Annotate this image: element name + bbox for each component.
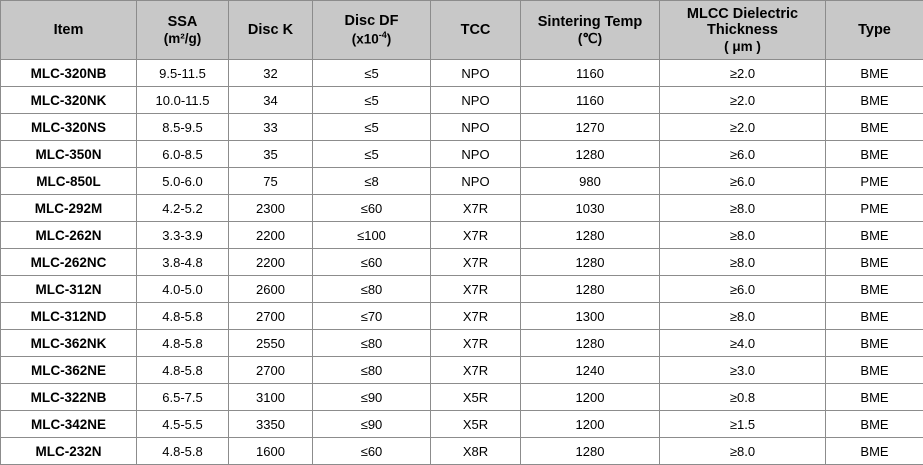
column-header-mlcc-thickness-line2: ( μm ) bbox=[662, 39, 823, 55]
cell-ssa: 6.0-8.5 bbox=[137, 141, 229, 168]
cell-type: BME bbox=[826, 60, 923, 87]
cell-item: MLC-320NK bbox=[1, 87, 137, 114]
cell-sintering-temp: 1280 bbox=[521, 141, 660, 168]
column-header-item bbox=[1, 1, 137, 60]
cell-item: MLC-262NC bbox=[1, 249, 137, 276]
cell-mlcc-thickness: ≥3.0 bbox=[660, 357, 826, 384]
cell-item: MLC-312N bbox=[1, 276, 137, 303]
cell-type: BME bbox=[826, 384, 923, 411]
cell-tcc: X5R bbox=[431, 411, 521, 438]
cell-sintering-temp: 1200 bbox=[521, 411, 660, 438]
cell-tcc: X5R bbox=[431, 384, 521, 411]
table-row bbox=[1, 357, 923, 384]
cell-mlcc-thickness: ≥6.0 bbox=[660, 168, 826, 195]
column-header-tcc-line1: TCC bbox=[461, 22, 491, 38]
cell-disc-k: 2200 bbox=[229, 222, 313, 249]
cell-mlcc-thickness: ≥2.0 bbox=[660, 60, 826, 87]
table-row bbox=[1, 411, 923, 438]
cell-item: MLC-322NB bbox=[1, 384, 137, 411]
cell-tcc: NPO bbox=[431, 141, 521, 168]
cell-mlcc-thickness: ≥1.5 bbox=[660, 411, 826, 438]
table-row bbox=[1, 249, 923, 276]
cell-disc-df: ≤60 bbox=[313, 438, 431, 465]
cell-disc-k: 75 bbox=[229, 168, 313, 195]
cell-ssa: 4.5-5.5 bbox=[137, 411, 229, 438]
cell-disc-k: 2550 bbox=[229, 330, 313, 357]
cell-ssa: 3.3-3.9 bbox=[137, 222, 229, 249]
cell-disc-df: ≤5 bbox=[313, 60, 431, 87]
cell-disc-k: 34 bbox=[229, 87, 313, 114]
cell-mlcc-thickness: ≥8.0 bbox=[660, 438, 826, 465]
cell-item: MLC-342NE bbox=[1, 411, 137, 438]
cell-ssa: 8.5-9.5 bbox=[137, 114, 229, 141]
cell-sintering-temp: 1160 bbox=[521, 60, 660, 87]
cell-disc-k: 2700 bbox=[229, 303, 313, 330]
table-header-row bbox=[1, 1, 923, 60]
table-row bbox=[1, 168, 923, 195]
column-header-ssa-line2: (m²/g) bbox=[139, 31, 226, 47]
cell-disc-df: ≤5 bbox=[313, 114, 431, 141]
cell-item: MLC-262N bbox=[1, 222, 137, 249]
table-row bbox=[1, 195, 923, 222]
cell-ssa: 9.5-11.5 bbox=[137, 60, 229, 87]
cell-disc-k: 32 bbox=[229, 60, 313, 87]
cell-disc-k: 1600 bbox=[229, 438, 313, 465]
cell-mlcc-thickness: ≥2.0 bbox=[660, 87, 826, 114]
cell-type: BME bbox=[826, 222, 923, 249]
column-header-ssa-line1: SSA bbox=[168, 14, 198, 30]
cell-sintering-temp: 1300 bbox=[521, 303, 660, 330]
column-header-sintering-temp bbox=[521, 1, 660, 60]
cell-ssa: 5.0-6.0 bbox=[137, 168, 229, 195]
cell-sintering-temp: 1280 bbox=[521, 249, 660, 276]
cell-item: MLC-232N bbox=[1, 438, 137, 465]
table-row bbox=[1, 303, 923, 330]
cell-mlcc-thickness: ≥8.0 bbox=[660, 195, 826, 222]
cell-tcc: X7R bbox=[431, 276, 521, 303]
cell-mlcc-thickness: ≥8.0 bbox=[660, 249, 826, 276]
cell-type: BME bbox=[826, 87, 923, 114]
cell-item: MLC-320NS bbox=[1, 114, 137, 141]
cell-item: MLC-362NE bbox=[1, 357, 137, 384]
cell-disc-k: 35 bbox=[229, 141, 313, 168]
table-row bbox=[1, 330, 923, 357]
cell-item: MLC-350N bbox=[1, 141, 137, 168]
cell-type: PME bbox=[826, 168, 923, 195]
cell-sintering-temp: 1200 bbox=[521, 384, 660, 411]
table-row bbox=[1, 276, 923, 303]
table-row bbox=[1, 384, 923, 411]
cell-type: BME bbox=[826, 438, 923, 465]
cell-item: MLC-362NK bbox=[1, 330, 137, 357]
cell-disc-df: ≤90 bbox=[313, 411, 431, 438]
cell-disc-df: ≤80 bbox=[313, 276, 431, 303]
cell-item: MLC-320NB bbox=[1, 60, 137, 87]
cell-mlcc-thickness: ≥8.0 bbox=[660, 303, 826, 330]
column-header-type-line1: Type bbox=[858, 22, 891, 38]
column-header-disc-df bbox=[313, 1, 431, 60]
cell-sintering-temp: 1280 bbox=[521, 222, 660, 249]
cell-mlcc-thickness: ≥2.0 bbox=[660, 114, 826, 141]
column-header-type bbox=[826, 1, 923, 60]
cell-disc-df: ≤90 bbox=[313, 384, 431, 411]
cell-disc-k: 2300 bbox=[229, 195, 313, 222]
column-header-tcc bbox=[431, 1, 521, 60]
cell-tcc: X7R bbox=[431, 195, 521, 222]
cell-tcc: NPO bbox=[431, 60, 521, 87]
cell-disc-df: ≤80 bbox=[313, 357, 431, 384]
cell-disc-df: ≤5 bbox=[313, 87, 431, 114]
cell-ssa: 3.8-4.8 bbox=[137, 249, 229, 276]
cell-item: MLC-292M bbox=[1, 195, 137, 222]
cell-disc-df: ≤80 bbox=[313, 330, 431, 357]
cell-disc-k: 2700 bbox=[229, 357, 313, 384]
table-row bbox=[1, 141, 923, 168]
cell-mlcc-thickness: ≥4.0 bbox=[660, 330, 826, 357]
cell-ssa: 10.0-11.5 bbox=[137, 87, 229, 114]
cell-tcc: NPO bbox=[431, 87, 521, 114]
cell-sintering-temp: 1280 bbox=[521, 276, 660, 303]
cell-sintering-temp: 1160 bbox=[521, 87, 660, 114]
column-header-disc-df-line1: Disc DF bbox=[345, 13, 399, 29]
cell-tcc: X8R bbox=[431, 438, 521, 465]
cell-type: BME bbox=[826, 330, 923, 357]
cell-type: BME bbox=[826, 357, 923, 384]
cell-disc-df: ≤5 bbox=[313, 141, 431, 168]
cell-sintering-temp: 1280 bbox=[521, 330, 660, 357]
cell-disc-df: ≤60 bbox=[313, 249, 431, 276]
cell-tcc: X7R bbox=[431, 222, 521, 249]
cell-type: BME bbox=[826, 114, 923, 141]
column-header-item-line1: Item bbox=[54, 22, 84, 38]
cell-tcc: X7R bbox=[431, 249, 521, 276]
cell-ssa: 4.8-5.8 bbox=[137, 357, 229, 384]
cell-ssa: 4.8-5.8 bbox=[137, 303, 229, 330]
cell-disc-df: ≤70 bbox=[313, 303, 431, 330]
cell-tcc: X7R bbox=[431, 330, 521, 357]
cell-disc-k: 2200 bbox=[229, 249, 313, 276]
cell-tcc: X7R bbox=[431, 303, 521, 330]
cell-type: BME bbox=[826, 303, 923, 330]
table-body bbox=[1, 60, 923, 465]
column-header-mlcc-thickness bbox=[660, 1, 826, 60]
cell-disc-k: 3100 bbox=[229, 384, 313, 411]
cell-ssa: 4.0-5.0 bbox=[137, 276, 229, 303]
cell-type: BME bbox=[826, 276, 923, 303]
column-header-sintering-temp-line1: Sintering Temp bbox=[538, 14, 642, 30]
table-header bbox=[1, 1, 923, 60]
cell-disc-df: ≤60 bbox=[313, 195, 431, 222]
cell-mlcc-thickness: ≥0.8 bbox=[660, 384, 826, 411]
cell-mlcc-thickness: ≥6.0 bbox=[660, 276, 826, 303]
table-row bbox=[1, 87, 923, 114]
cell-sintering-temp: 1280 bbox=[521, 438, 660, 465]
cell-sintering-temp: 1270 bbox=[521, 114, 660, 141]
cell-type: PME bbox=[826, 195, 923, 222]
cell-type: BME bbox=[826, 141, 923, 168]
cell-sintering-temp: 980 bbox=[521, 168, 660, 195]
column-header-disc-df-line2: $(x10^{-4})$ bbox=[315, 30, 428, 47]
cell-ssa: 4.8-5.8 bbox=[137, 438, 229, 465]
column-header-mlcc-thickness-line1: MLCC Dielectric Thickness bbox=[687, 6, 798, 39]
cell-type: BME bbox=[826, 249, 923, 276]
cell-tcc: NPO bbox=[431, 114, 521, 141]
cell-tcc: X7R bbox=[431, 357, 521, 384]
column-header-ssa bbox=[137, 1, 229, 60]
column-header-disc-k bbox=[229, 1, 313, 60]
cell-disc-df: ≤100 bbox=[313, 222, 431, 249]
cell-sintering-temp: 1030 bbox=[521, 195, 660, 222]
cell-disc-k: 33 bbox=[229, 114, 313, 141]
cell-mlcc-thickness: ≥6.0 bbox=[660, 141, 826, 168]
cell-item: MLC-312ND bbox=[1, 303, 137, 330]
cell-type: BME bbox=[826, 411, 923, 438]
table-row bbox=[1, 438, 923, 465]
cell-disc-k: 2600 bbox=[229, 276, 313, 303]
table-row bbox=[1, 222, 923, 249]
cell-disc-df: ≤8 bbox=[313, 168, 431, 195]
cell-ssa: 6.5-7.5 bbox=[137, 384, 229, 411]
cell-tcc: NPO bbox=[431, 168, 521, 195]
cell-disc-k: 3350 bbox=[229, 411, 313, 438]
table-row bbox=[1, 60, 923, 87]
cell-item: MLC-850L bbox=[1, 168, 137, 195]
cell-ssa: 4.8-5.8 bbox=[137, 330, 229, 357]
cell-mlcc-thickness: ≥8.0 bbox=[660, 222, 826, 249]
column-header-sintering-temp-line2: (℃) bbox=[523, 31, 657, 47]
table-row bbox=[1, 114, 923, 141]
cell-ssa: 4.2-5.2 bbox=[137, 195, 229, 222]
cell-sintering-temp: 1240 bbox=[521, 357, 660, 384]
column-header-disc-k-line1: Disc K bbox=[248, 22, 293, 38]
